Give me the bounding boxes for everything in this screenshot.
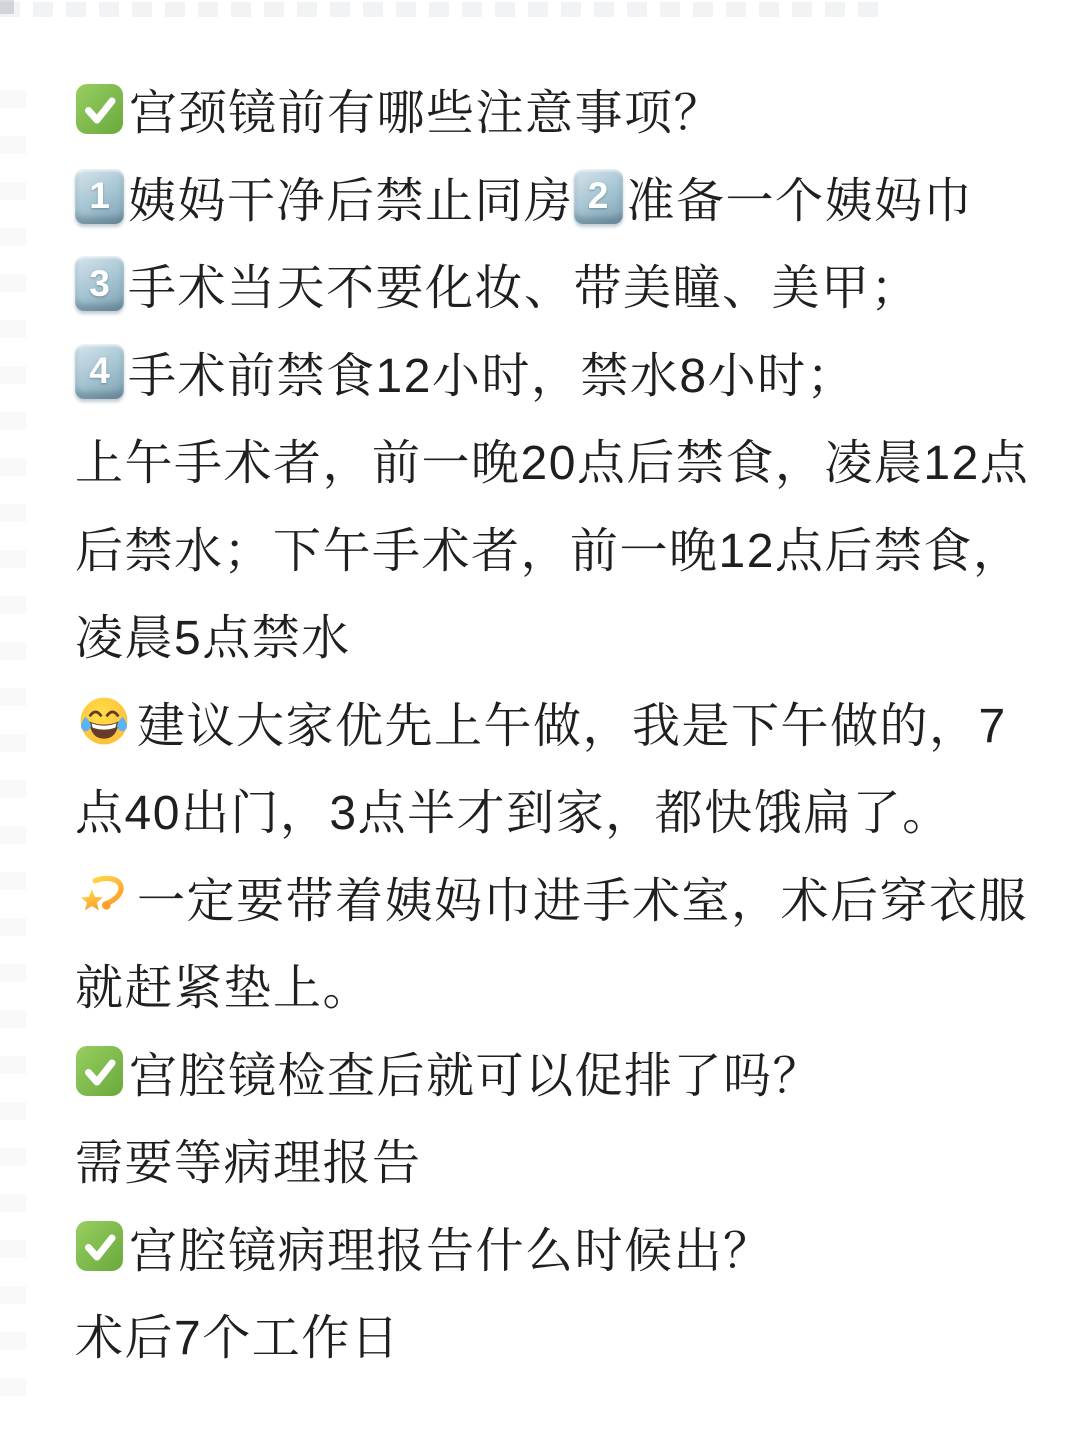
text-line-11: [75, 940, 1055, 1028]
artifact-mark: [759, 2, 779, 17]
artifact-mark: [0, 366, 26, 384]
text-line-1: [75, 65, 1055, 153]
post-body: [75, 65, 1055, 1378]
artifact-mark: [462, 2, 482, 17]
text-segment: 宫腔镜检查后就可以促排了吗？: [129, 1049, 823, 1103]
artifact-mark: [825, 2, 845, 17]
artifact-mark: [66, 2, 86, 17]
check-mark-icon: [75, 1221, 125, 1271]
text-segment: 需要等病理报告: [75, 1137, 422, 1191]
artifact-mark: [0, 504, 26, 522]
artifact-mark: [0, 412, 26, 430]
corner-artifact: [0, 0, 14, 14]
artifact-mark: [429, 2, 449, 17]
text-segment: 术后7个工作日: [75, 1312, 401, 1366]
artifact-mark: [0, 320, 26, 338]
artifact-mark: [0, 1240, 26, 1258]
artifact-mark: [396, 2, 416, 17]
text-line-6: [75, 503, 1055, 591]
artifact-mark: [0, 826, 26, 844]
text-line-14: [75, 1203, 1055, 1291]
artifact-mark: [330, 2, 350, 17]
artifact-mark: [264, 2, 284, 17]
left-edge-artifacts: [0, 90, 26, 1396]
keycap-3-icon: 3: [75, 256, 124, 311]
artifact-mark: [0, 688, 26, 706]
artifact-mark: [297, 2, 317, 17]
artifact-mark: [0, 872, 26, 890]
text-line-8: [75, 678, 1055, 766]
artifact-mark: [0, 458, 26, 476]
artifact-mark: [528, 2, 548, 17]
artifact-mark: [0, 642, 26, 660]
artifact-mark: [0, 136, 26, 154]
artifact-mark: [231, 2, 251, 17]
artifact-mark: [792, 2, 812, 17]
artifact-mark: [0, 734, 26, 752]
text-segment: 手术当天不要化妆、带美瞳、美甲；: [128, 262, 921, 316]
keycap-2-icon: 2: [574, 169, 623, 224]
check-mark-icon: [75, 84, 125, 134]
text-segment: 凌晨5点禁水: [75, 612, 351, 666]
text-line-9: [75, 765, 1055, 853]
artifact-mark: [0, 780, 26, 798]
keycap-1-icon: 1: [75, 169, 124, 224]
artifact-mark: [726, 2, 746, 17]
artifact-mark: [693, 2, 713, 17]
artifact-mark: [0, 1102, 26, 1120]
text-line-7: [75, 590, 1055, 678]
text-line-3: [75, 240, 1055, 328]
text-segment: 上午手术者，前一晚20点后禁食，凌晨12点: [75, 437, 1030, 491]
artifact-mark: [594, 2, 614, 17]
artifact-mark: [0, 964, 26, 982]
artifact-mark: [0, 90, 26, 108]
artifact-mark: [660, 2, 680, 17]
text-line-15: [75, 1290, 1055, 1378]
artifact-mark: [0, 228, 26, 246]
artifact-mark: [0, 182, 26, 200]
keycap-4-icon: 4: [75, 344, 124, 399]
text-segment: 准备一个姨妈巾: [626, 174, 974, 228]
artifact-mark: [132, 2, 152, 17]
artifact-mark: [858, 2, 878, 17]
artifact-mark: [0, 1194, 26, 1212]
artifact-mark: [0, 1010, 26, 1028]
artifact-mark: [0, 550, 26, 568]
artifact-mark: [99, 2, 119, 17]
text-segment: 手术前禁食12小时，禁水8小时；: [128, 349, 857, 403]
text-segment: 宫颈镜前有哪些注意事项？: [129, 87, 724, 141]
artifact-mark: [0, 274, 26, 292]
text-segment: 就赶紧垫上。: [75, 962, 373, 1016]
artifact-mark: [627, 2, 647, 17]
text-line-13: [75, 1115, 1055, 1203]
text-segment: 后禁水；下午手术者，前一晚12点后禁食，: [75, 524, 1023, 578]
artifact-mark: [0, 1148, 26, 1166]
text-line-5: [75, 415, 1055, 503]
text-segment: 一定要带着姨妈巾进手术室，术后穿衣服: [137, 874, 1029, 928]
text-segment: 姨妈干净后禁止同房: [128, 174, 574, 228]
artifact-mark: [0, 918, 26, 936]
text-line-12: [75, 1028, 1055, 1116]
text-line-4: [75, 328, 1055, 416]
tears-of-joy-icon: [75, 692, 133, 750]
check-mark-icon: [75, 1046, 125, 1096]
artifact-mark: [0, 1286, 26, 1304]
artifact-mark: [561, 2, 581, 17]
artifact-mark: [33, 2, 53, 17]
artifact-mark: [198, 2, 218, 17]
top-edge-artifacts: [0, 2, 878, 17]
text-segment: 建议大家优先上午做，我是下午做的，7: [137, 699, 1007, 753]
artifact-mark: [495, 2, 515, 17]
text-segment: 宫腔镜病理报告什么时候出？: [129, 1224, 773, 1278]
dizzy-icon: [75, 867, 133, 925]
artifact-mark: [363, 2, 383, 17]
text-line-2: [75, 153, 1055, 241]
artifact-mark: [0, 596, 26, 614]
artifact-mark: [165, 2, 185, 17]
artifact-mark: [0, 2, 20, 17]
artifact-mark: [0, 1378, 26, 1396]
text-line-10: [75, 853, 1055, 941]
artifact-mark: [0, 1056, 26, 1074]
artifact-mark: [0, 1332, 26, 1350]
text-segment: 点40出门，3点半才到家，都快饿扁了。: [75, 787, 952, 841]
